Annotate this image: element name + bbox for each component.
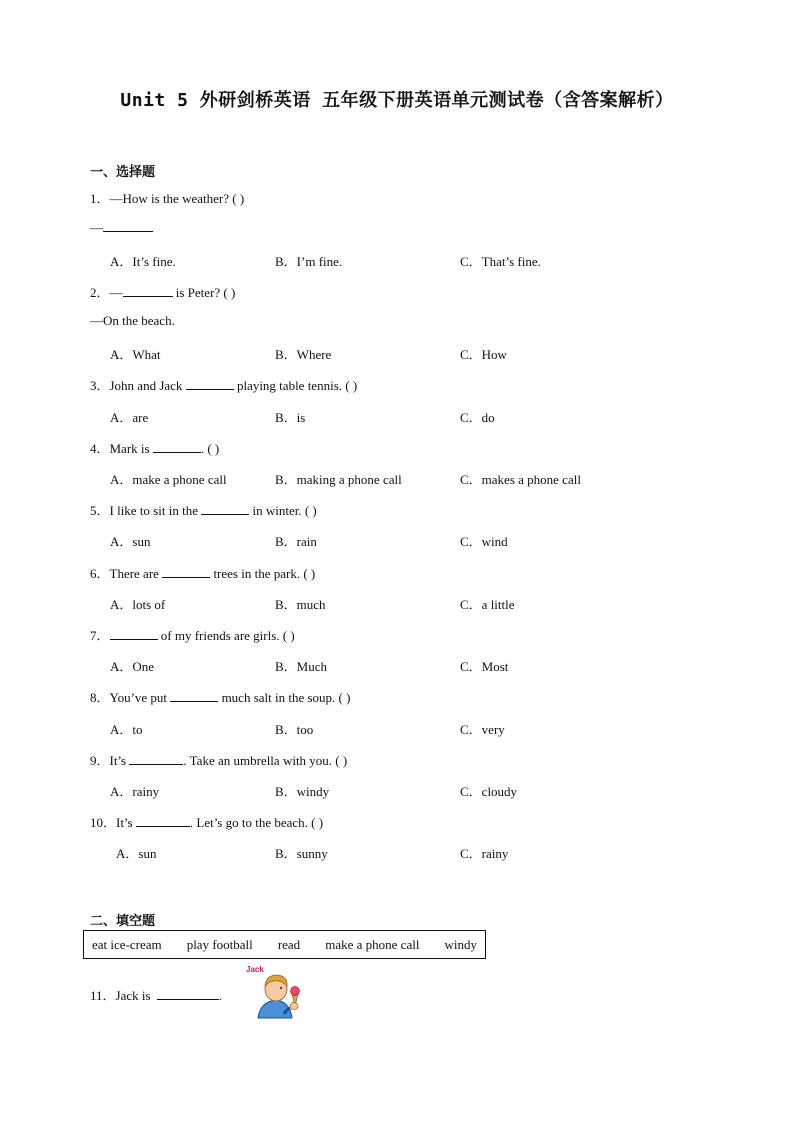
question-7-pre: 7． [90, 628, 110, 643]
option-c[interactable]: C．makes a phone call [460, 472, 581, 487]
option-a[interactable]: A．lots of [110, 597, 166, 612]
option-a[interactable]: A．to [110, 722, 143, 737]
question-4 [90, 438, 219, 457]
question-5 [90, 500, 317, 519]
option-a[interactable]: A．It’s fine. [110, 254, 176, 269]
answer-blank[interactable] [201, 502, 249, 515]
option-b[interactable]: B．sunny [275, 846, 328, 861]
question-8 [90, 687, 350, 706]
question-10 [90, 812, 323, 831]
option-b[interactable]: B．rain [275, 534, 317, 549]
word-bank-item: windy [444, 936, 477, 952]
option-c[interactable]: C．How [460, 347, 507, 362]
question-4-pre: 4．Mark is [90, 441, 153, 456]
option-c[interactable]: C．very [460, 722, 505, 737]
answer-blank[interactable] [157, 987, 219, 1000]
option-c[interactable]: C．cloudy [460, 784, 518, 799]
answer-blank[interactable] [123, 284, 173, 297]
question-8-post: much salt in the soup. ( ) [218, 690, 351, 705]
question-6 [90, 563, 315, 582]
option-b[interactable]: B．I’m fine. [275, 254, 343, 269]
word-bank-item: eat ice-cream [92, 936, 162, 952]
answer-blank[interactable] [136, 814, 190, 827]
option-c[interactable]: C．a little [460, 597, 515, 612]
question-11: 11．Jack is . [90, 988, 223, 1003]
section-title-choice: 一、选择题 [90, 165, 156, 180]
answer-blank[interactable] [170, 689, 218, 702]
section-title-fill-in: 二、填空题 [90, 914, 156, 929]
option-c[interactable]: C．That’s fine. [460, 254, 541, 269]
answer-blank[interactable] [186, 377, 234, 390]
option-a[interactable]: A．sun [110, 534, 151, 549]
option-b[interactable]: B．is [275, 410, 306, 425]
question-9 [90, 750, 347, 769]
question-2-post: is Peter? ( ) [172, 285, 236, 300]
question-4-post: . ( ) [200, 441, 220, 456]
option-a[interactable]: A．are [110, 410, 149, 425]
question-8-pre: 8．You’ve put [90, 690, 171, 705]
option-c[interactable]: C．wind [460, 534, 508, 549]
option-b[interactable]: B．Where [275, 347, 332, 362]
option-b[interactable]: B．much [275, 597, 326, 612]
question-3-pre: 3．John and Jack [90, 378, 186, 393]
question-9-pre: 9．It’s [90, 753, 130, 768]
question-7-post: of my friends are girls. ( ) [157, 628, 295, 643]
answer-blank[interactable] [129, 752, 183, 765]
question-2-pre: 2．— [90, 285, 123, 300]
question-2 [90, 282, 235, 301]
answer-blank[interactable] [162, 565, 210, 578]
option-c[interactable]: C．do [460, 410, 495, 425]
question-7 [90, 625, 295, 644]
question-9-post: . Take an umbrella with you. ( ) [183, 753, 348, 768]
word-bank-item: play football [186, 936, 253, 952]
option-c[interactable]: C．rainy [460, 846, 509, 861]
option-a[interactable]: A．rainy [110, 784, 160, 799]
question-6-post: trees in the park. ( ) [210, 566, 316, 581]
answer-blank[interactable] [110, 627, 158, 640]
option-a[interactable]: A．One [110, 659, 155, 674]
question-10-post: . Let’s go to the beach. ( ) [189, 815, 324, 830]
option-a[interactable]: A．make a phone call [110, 472, 227, 487]
page-title: Unit 5 外研剑桥英语 五年级下册英语单元测试卷（含答案解析） [120, 90, 674, 111]
question-3 [90, 375, 357, 394]
question-1: 1．—How is the weather? ( ) [90, 191, 245, 206]
option-a[interactable]: A．sun [116, 846, 157, 861]
option-b[interactable]: B．too [275, 722, 314, 737]
dash: — [90, 220, 103, 235]
question-5-pre: 5．I like to sit in the [90, 503, 202, 518]
question-1-answer-line [90, 219, 153, 236]
word-bank-item: read [277, 936, 301, 952]
picture-name-label: Jack [246, 965, 264, 974]
option-b[interactable]: B．windy [275, 784, 330, 799]
option-b[interactable]: B．Much [275, 659, 328, 674]
question-5-post: in winter. ( ) [249, 503, 317, 518]
boy-eating-ice-cream-picture [244, 964, 310, 1020]
answer-blank[interactable] [153, 440, 201, 453]
question-6-pre: 6．There are [90, 566, 163, 581]
option-a[interactable]: A．What [110, 347, 161, 362]
word-bank-item: make a phone call [325, 936, 420, 952]
question-2-line2: —On the beach. [90, 313, 175, 328]
option-c[interactable]: C．Most [460, 659, 509, 674]
option-b[interactable]: B．making a phone call [275, 472, 402, 487]
question-10-pre: 10．It’s [90, 815, 136, 830]
question-11-text: 11．Jack is [90, 988, 151, 1003]
question-3-post: playing table tennis. ( ) [233, 378, 358, 393]
word-bank-box [83, 930, 486, 959]
answer-blank[interactable] [103, 219, 153, 232]
